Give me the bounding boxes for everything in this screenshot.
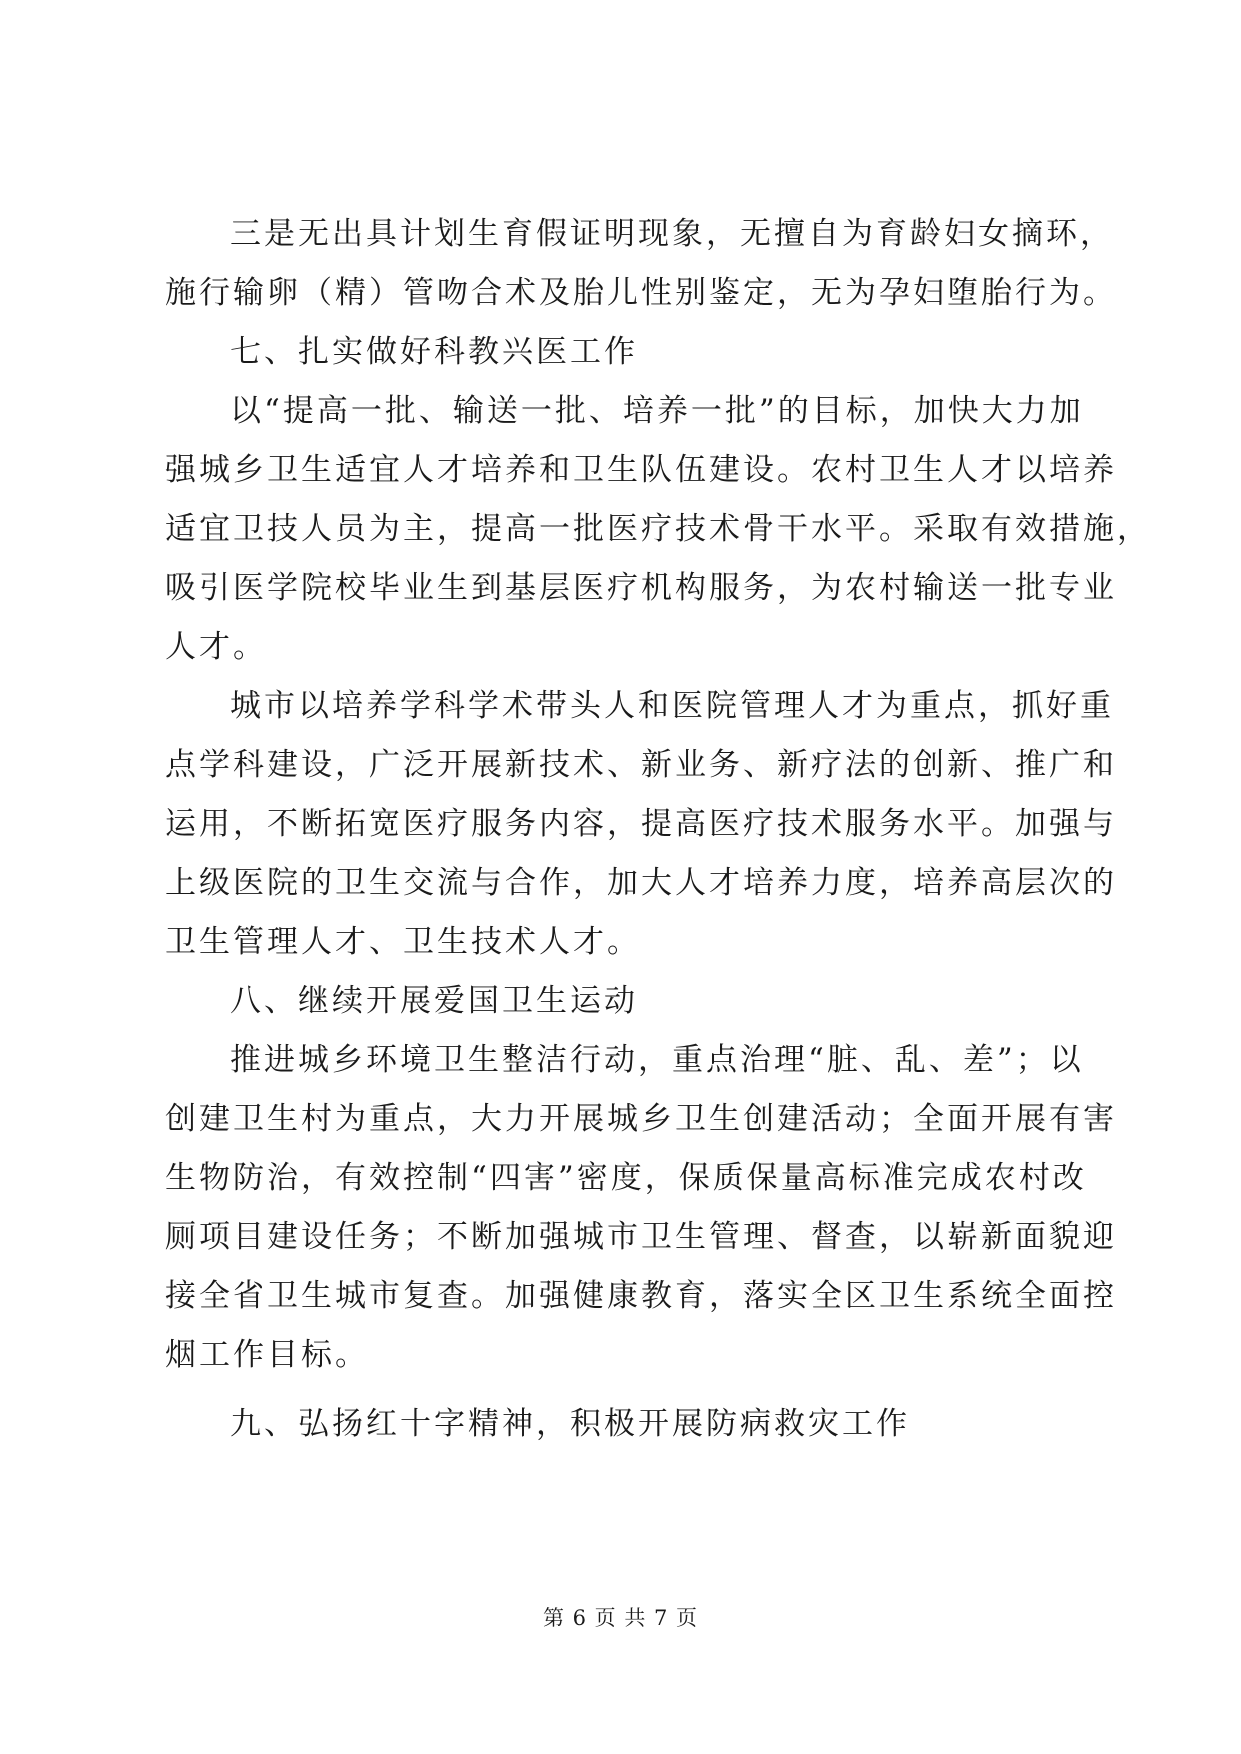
paragraph-line: 点学科建设，广泛开展新技术、新业务、新疗法的创新、推广和 <box>165 747 1117 783</box>
paragraph-line: 推进城乡环境卫生整洁行动，重点治理“脏、乱、差”；以 <box>230 1042 1084 1078</box>
paragraph-line: 人才。 <box>165 629 267 665</box>
section-heading: 九、弘扬红十字精神，积极开展防病救灾工作 <box>230 1406 910 1442</box>
section-heading: 八、继续开展爱国卫生运动 <box>230 983 638 1019</box>
paragraph-line: 卫生管理人才、卫生技术人才。 <box>165 924 641 960</box>
paragraph-line: 以“提高一批、输送一批、培养一批”的目标，加快大力加 <box>230 393 1084 429</box>
paragraph-line: 吸引医学院校毕业生到基层医疗机构服务，为农村输送一批专业 <box>165 570 1117 606</box>
page-number-footer: 第 6 页 共 7 页 <box>542 1606 699 1630</box>
paragraph-line: 生物防治，有效控制“四害”密度，保质保量高标准完成农村改 <box>165 1160 1087 1196</box>
paragraph-line: 施行输卵（精）管吻合术及胎儿性别鉴定，无为孕妇堕胎行为。 <box>165 275 1117 311</box>
paragraph-line: 运用，不断拓宽医疗服务内容，提高医疗技术服务水平。加强与 <box>165 806 1117 842</box>
paragraph-line: 上级医院的卫生交流与合作，加大人才培养力度，培养高层次的 <box>165 865 1117 901</box>
paragraph-line: 强城乡卫生适宜人才培养和卫生队伍建设。农村卫生人才以培养 <box>165 452 1117 488</box>
section-heading: 七、扎实做好科教兴医工作 <box>230 334 638 370</box>
paragraph-line: 厕项目建设任务；不断加强城市卫生管理、督查，以崭新面貌迎 <box>165 1219 1117 1255</box>
paragraph-line: 创建卫生村为重点，大力开展城乡卫生创建活动；全面开展有害 <box>165 1101 1117 1137</box>
paragraph-line: 适宜卫技人员为主，提高一批医疗技术骨干水平。采取有效措施， <box>165 511 1151 547</box>
paragraph-line: 接全省卫生城市复查。加强健康教育，落实全区卫生系统全面控 <box>165 1278 1117 1314</box>
paragraph-line: 三是无出具计划生育假证明现象，无擅自为育龄妇女摘环， <box>230 216 1114 252</box>
paragraph-line: 烟工作目标。 <box>165 1337 369 1373</box>
paragraph-line: 城市以培养学科学术带头人和医院管理人才为重点，抓好重 <box>230 688 1114 724</box>
